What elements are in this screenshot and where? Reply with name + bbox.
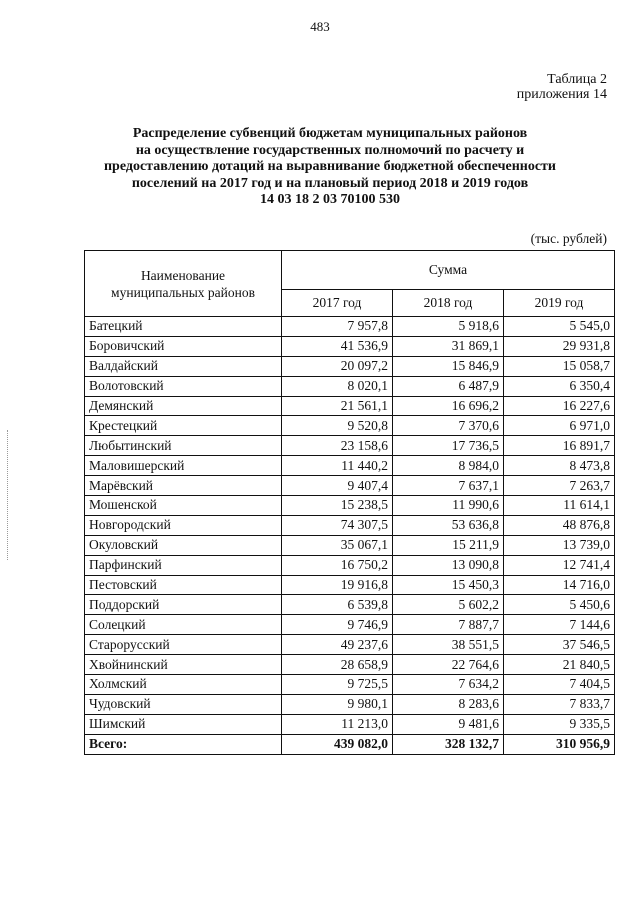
- district-name: Маловишерский: [85, 456, 282, 476]
- table-row: [85, 615, 615, 635]
- header-sum-cell: Сумма: [282, 251, 615, 290]
- table-row: [85, 476, 615, 496]
- value-2019: 14 716,0: [504, 575, 615, 595]
- value-2018: 13 090,8: [393, 555, 504, 575]
- value-2017: 15 238,5: [282, 496, 393, 516]
- value-2018: 7 637,1: [393, 476, 504, 496]
- title-line1: Распределение субвенций бюджетам муниципальных районов: [132, 126, 528, 141]
- title-line5: 14 03 18 2 03 70100 530: [260, 192, 400, 207]
- title-line4: поселений на 2017 год и на плановый период 2018 и 2019 годов: [131, 175, 529, 191]
- value-2019: 15 058,7: [504, 356, 615, 376]
- value-2018: 53 636,8: [393, 515, 504, 535]
- value-2017: 9 407,4: [282, 476, 393, 496]
- value-2019: 9 335,5: [504, 714, 615, 734]
- title-line2: на осуществление государственных полномочий по расчету и: [135, 142, 525, 158]
- value-2019: 29 931,8: [504, 336, 615, 356]
- value-2017: 41 536,9: [282, 336, 393, 356]
- value-2017: 7 957,8: [282, 317, 393, 337]
- table-row: [85, 675, 615, 695]
- district-name: Демянский: [85, 396, 282, 416]
- value-2018: 5 918,6: [393, 317, 504, 337]
- value-2018: 5 602,2: [393, 595, 504, 615]
- value-2019: 16 227,6: [504, 396, 615, 416]
- value-2019: 7 833,7: [504, 694, 615, 714]
- value-2019: 7 263,7: [504, 476, 615, 496]
- district-name: Боровичский: [85, 336, 282, 356]
- value-2019: 5 545,0: [504, 317, 615, 337]
- value-2018: 7 634,2: [393, 675, 504, 695]
- value-2017: 8 020,1: [282, 376, 393, 396]
- district-name: Мошенской: [85, 496, 282, 516]
- value-2018: 15 450,3: [393, 575, 504, 595]
- value-2017: 28 658,9: [282, 655, 393, 675]
- header-year-2018: 2018 год: [393, 290, 504, 317]
- value-2019: 6 971,0: [504, 416, 615, 436]
- table-row: [85, 496, 615, 516]
- district-name: Окуловский: [85, 535, 282, 555]
- value-2018: 17 736,5: [393, 436, 504, 456]
- value-2018: 38 551,5: [393, 635, 504, 655]
- value-2017: 21 561,1: [282, 396, 393, 416]
- value-2018: 7 887,7: [393, 615, 504, 635]
- value-2017: 74 307,5: [282, 515, 393, 535]
- district-name: Хвойнинский: [85, 655, 282, 675]
- table-row: [85, 356, 615, 376]
- table-row: [85, 714, 615, 734]
- district-name: Крестецкий: [85, 416, 282, 436]
- subvention-table: [84, 250, 615, 755]
- value-2017: 11 440,2: [282, 456, 393, 476]
- value-2019: 16 891,7: [504, 436, 615, 456]
- page-number: 483: [310, 19, 330, 34]
- table-row: [85, 436, 615, 456]
- value-2019: 21 840,5: [504, 655, 615, 675]
- value-2019: 7 144,6: [504, 615, 615, 635]
- table-row: [85, 376, 615, 396]
- table-row: [85, 416, 615, 436]
- table-row: [85, 336, 615, 356]
- table-row: [85, 575, 615, 595]
- document-title: [60, 126, 600, 209]
- district-name: Холмский: [85, 675, 282, 695]
- header-year-2017: 2017 год: [282, 290, 393, 317]
- header-name-line1: Наименование: [140, 267, 226, 283]
- table-row: [85, 595, 615, 615]
- value-2017: 23 158,6: [282, 436, 393, 456]
- district-name: Парфинский: [85, 555, 282, 575]
- value-2019: 7 404,5: [504, 675, 615, 695]
- value-2017: 9 520,8: [282, 416, 393, 436]
- value-2017: 35 067,1: [282, 535, 393, 555]
- value-2018: 8 283,6: [393, 694, 504, 714]
- value-2019: 12 741,4: [504, 555, 615, 575]
- value-2017: 9 725,5: [282, 675, 393, 695]
- table-row: [85, 555, 615, 575]
- value-2018: 15 211,9: [393, 535, 504, 555]
- district-name: Батецкий: [85, 317, 282, 337]
- district-name: Солецкий: [85, 615, 282, 635]
- value-2018: 6 487,9: [393, 376, 504, 396]
- value-2018: 22 764,6: [393, 655, 504, 675]
- table-row: [85, 317, 615, 337]
- value-2017: 9 980,1: [282, 694, 393, 714]
- district-name: Пестовский: [85, 575, 282, 595]
- value-2019: 37 546,5: [504, 635, 615, 655]
- total-row: [85, 734, 615, 754]
- table-header-row: [85, 251, 615, 290]
- value-2018: 15 846,9: [393, 356, 504, 376]
- value-2019: 48 876,8: [504, 515, 615, 535]
- header-name-cell: [85, 251, 282, 317]
- district-name: Старорусский: [85, 635, 282, 655]
- total-label: Всего:: [85, 734, 282, 754]
- value-2018: 31 869,1: [393, 336, 504, 356]
- district-name: Волотовский: [85, 376, 282, 396]
- title-line3: предоставлению дотаций на выравнивание бюджетной обеспеченности: [103, 159, 556, 174]
- value-2019: 5 450,6: [504, 595, 615, 615]
- table-row: [85, 456, 615, 476]
- value-2018: 16 696,2: [393, 396, 504, 416]
- district-name: Марёвский: [85, 476, 282, 496]
- value-2017: 16 750,2: [282, 555, 393, 575]
- table-ref-line1: Таблица 2: [547, 72, 607, 87]
- total-2017: 439 082,0: [282, 734, 393, 754]
- district-name: Шимский: [85, 714, 282, 734]
- value-2017: 20 097,2: [282, 356, 393, 376]
- table-row: [85, 655, 615, 675]
- table-row: [85, 535, 615, 555]
- district-name: Поддорский: [85, 595, 282, 615]
- value-2017: 9 746,9: [282, 615, 393, 635]
- value-2019: 6 350,4: [504, 376, 615, 396]
- district-name: Новгородский: [85, 515, 282, 535]
- value-2018: 8 984,0: [393, 456, 504, 476]
- total-2018: 328 132,7: [393, 734, 504, 754]
- table-reference: [517, 72, 607, 102]
- value-2017: 6 539,8: [282, 595, 393, 615]
- scan-margin-marks: [7, 430, 10, 560]
- total-2019: 310 956,9: [504, 734, 615, 754]
- header-year-2019: 2019 год: [504, 290, 615, 317]
- value-2019: 8 473,8: [504, 456, 615, 476]
- value-2019: 11 614,1: [504, 496, 615, 516]
- district-name: Чудовский: [85, 694, 282, 714]
- value-2018: 11 990,6: [393, 496, 504, 516]
- table-row: [85, 635, 615, 655]
- value-2017: 49 237,6: [282, 635, 393, 655]
- table-row: [85, 515, 615, 535]
- table-row: [85, 694, 615, 714]
- value-2019: 13 739,0: [504, 535, 615, 555]
- district-name: Любытинский: [85, 436, 282, 456]
- table-ref-line2: приложения 14: [516, 87, 607, 102]
- value-2017: 11 213,0: [282, 714, 393, 734]
- header-name-line2: муниципальных районов: [111, 284, 255, 300]
- units-label: (тыс. рублей): [530, 231, 607, 246]
- value-2018: 7 370,6: [393, 416, 504, 436]
- value-2017: 19 916,8: [282, 575, 393, 595]
- district-name: Валдайский: [85, 356, 282, 376]
- value-2018: 9 481,6: [393, 714, 504, 734]
- table-row: [85, 396, 615, 416]
